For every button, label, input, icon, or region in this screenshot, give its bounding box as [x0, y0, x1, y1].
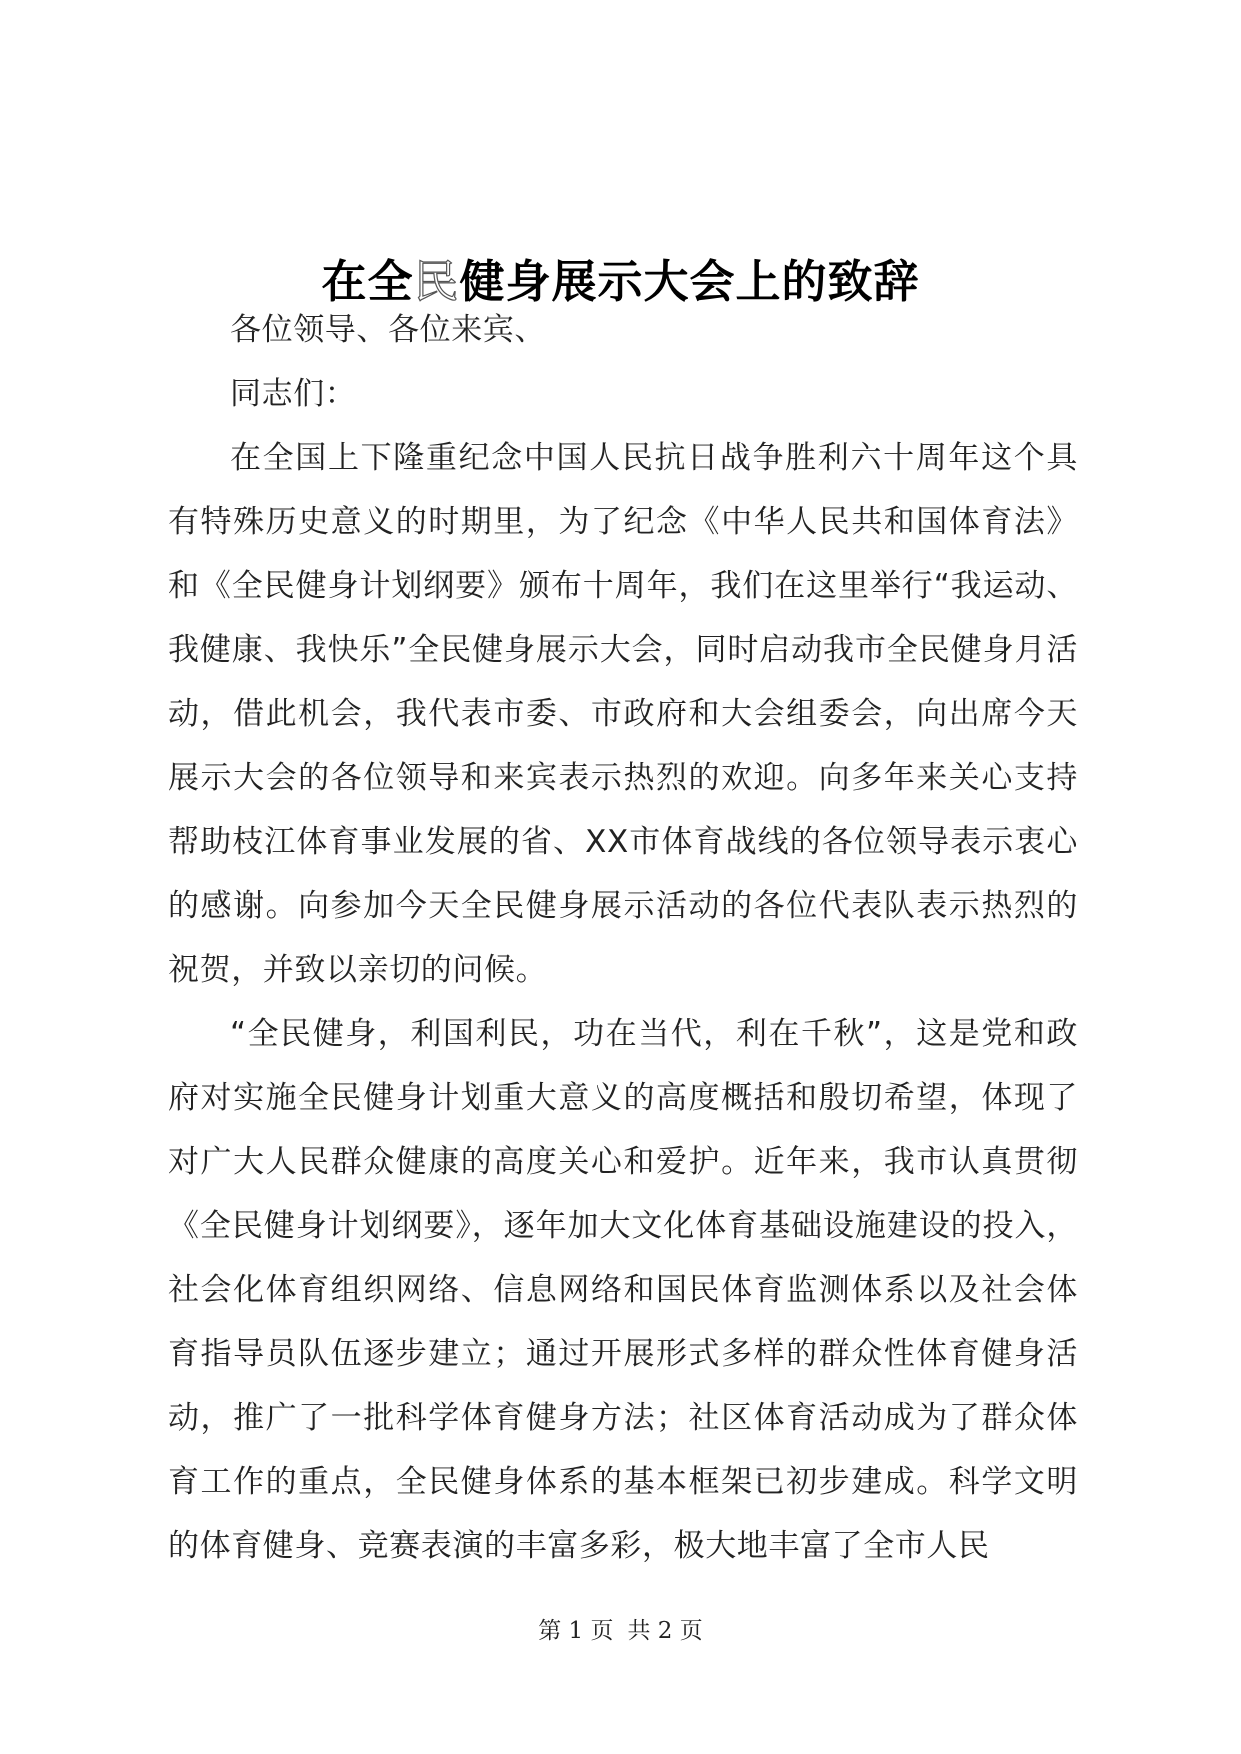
page-number: 第 1 页: [538, 1618, 614, 1644]
page-footer: [0, 1612, 1241, 1645]
salutation-line-2: 同志们：: [230, 376, 357, 412]
title-part-2: 健身展示大会上的致辞: [459, 255, 920, 309]
page-total: 共 2 页: [627, 1618, 703, 1644]
document-body: [168, 298, 1078, 1578]
title-outlined-char: 民: [413, 255, 460, 309]
body-paragraph: 在全国上下隆重纪念中国人民抗日战争胜利六十周年这个具有特殊历史意义的时期里，为了纪念《中华人民共和国体育法》和《全民健身计划纲要》颁布十周年，我们在这里举行“我运动、我健康、我快乐”全民健身展示大会，同时启动我市全民健身月活动，借此机会，我代表市委、市政府和大会组委会，向出席今天展示大会的各位领导和来宾表示热烈的欢迎。向多年来关心支持帮助枝江体育事业发展的省、XX市体育战线的各位领导表示衷心的感谢。向参加今天全民健身展示活动的各位代表队表示热烈的祝贺，并致以亲切的问候。: [168, 440, 1078, 988]
title-part-1: 在全: [321, 255, 414, 309]
salutation-line-1: 各位领导、各位来宾、: [230, 312, 546, 348]
body-paragraph: “全民健身，利国利民，功在当代，利在千秋”，这是党和政府对实施全民健身计划重大意义的高度概括和殷切希望，体现了对广大人民群众健康的高度关心和爱护。近年来，我市认真贯彻《全民健身计划纲要》，逐年加大文化体育基础设施建设的投入，社会化体育组织网络、信息网络和国民体育监测体系以及社会体育指导员队伍逐步建立；通过开展形式多样的群众性体育健身活动，推广了一批科学体育健身方法；社区体育活动成为了群众体育工作的重点，全民健身体系的基本框架已初步建成。科学文明的体育健身、竞赛表演的丰富多彩，极大地丰富了全市人民: [168, 1016, 1078, 1564]
